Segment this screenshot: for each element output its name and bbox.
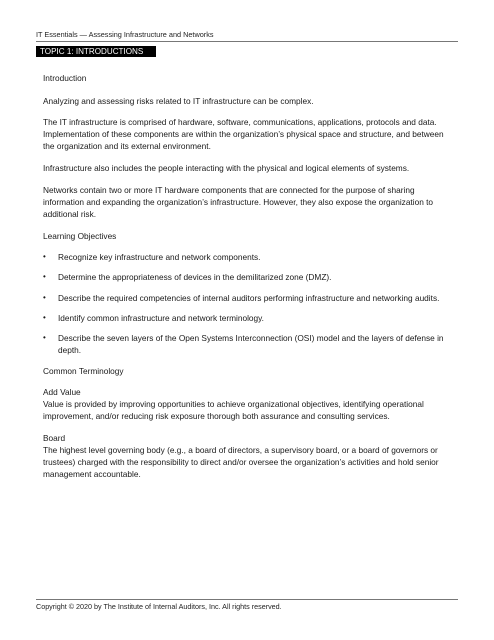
terminology-heading: Common Terminology (43, 365, 124, 376)
document-body (43, 72, 453, 490)
term-name: Add Value (43, 386, 81, 397)
intro-paragraph: The IT infrastructure is comprised of hardware, software, communications, applications, protocols and data. Implementation of these components are within the organization’s physical space and structure, and between the organization and its external environment. (43, 117, 444, 152)
copyright-footer: Copyright © 2020 by The Institute of Internal Auditors, Inc. All rights reserved. (36, 602, 282, 611)
objectives-heading: Learning Objectives (43, 230, 117, 241)
list-item (43, 312, 453, 324)
topic-banner: TOPIC 1: INTRODUCTIONS (36, 46, 156, 57)
list-item (43, 251, 453, 263)
objective-text: Determine the appropriateness of devices in the demilitarized zone (DMZ). (58, 272, 332, 283)
intro-paragraph: Networks contain two or more IT hardware components that are connected for the purpose of sharing information and expanding the organization’s infrastructure. However, they also expose the organization to additional risk. (43, 184, 434, 220)
objectives-list (43, 251, 453, 357)
term-definition: Value is provided by improving opportunities to achieve organizational objectives, identifying operational improvement, and/or reducing risk exposure thorough both assurance and consulting services. (43, 399, 424, 422)
list-item (43, 271, 453, 283)
running-header: IT Essentials — Assessing Infrastructure and Networks (36, 30, 214, 39)
bullet-icon: • (43, 312, 46, 322)
objective-text: Describe the required competencies of internal auditors performing infrastructure and networking audits. (58, 292, 440, 303)
term-definition: The highest level governing body (e.g., a board of directors, a supervisory board, or a board of governors or trustees) charged with the responsibility to direct and/or oversee the organization’s activities and hold senior management accountable. (43, 444, 439, 480)
intro-heading: Introduction (43, 73, 87, 83)
bullet-icon: • (43, 272, 46, 282)
bullet-icon: • (43, 251, 46, 261)
header-divider (36, 41, 458, 42)
list-item (43, 292, 453, 304)
list-item (43, 332, 453, 356)
objective-text: Describe the seven layers of the Open Systems Interconnection (OSI) model and the layers of defense in depth. (58, 333, 444, 356)
term-name: Board (43, 432, 66, 443)
footer-divider (36, 599, 458, 600)
intro-paragraph: Analyzing and assessing risks related to IT infrastructure can be complex. (43, 95, 314, 106)
objective-text: Identify common infrastructure and network terminology. (58, 312, 264, 323)
objective-text: Recognize key infrastructure and network components. (58, 251, 261, 262)
intro-paragraph: Infrastructure also includes the people interacting with the physical and logical elements of systems. (43, 163, 410, 174)
bullet-icon: • (43, 333, 46, 343)
bullet-icon: • (43, 292, 46, 302)
